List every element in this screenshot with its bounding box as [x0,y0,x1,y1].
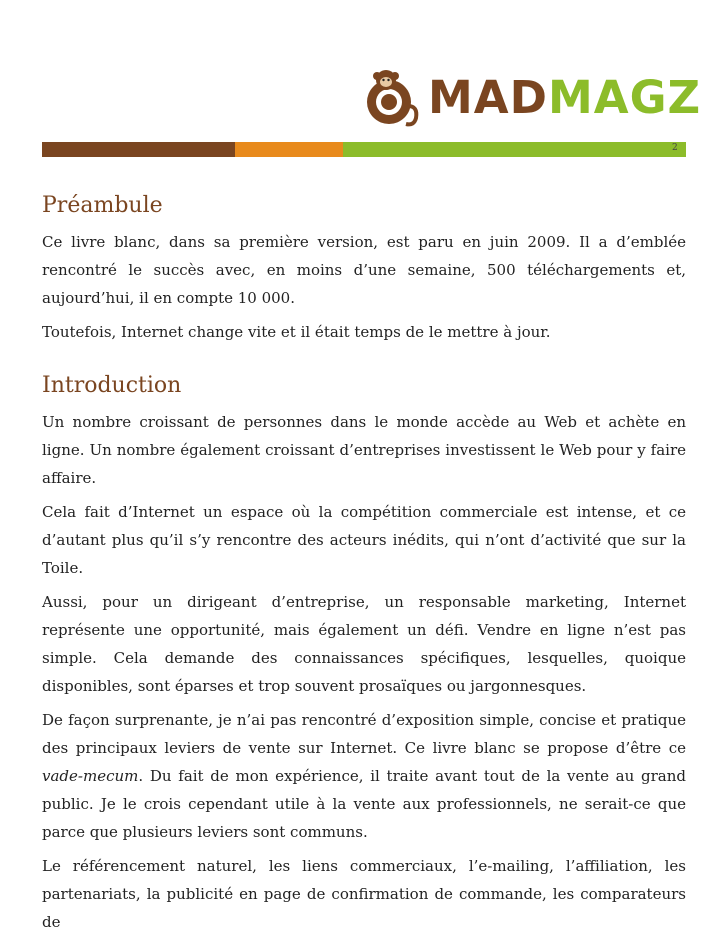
bar-segment-green [343,142,686,157]
logo-mad: MAD [428,71,548,124]
paragraph: De façon surprenante, je n’ai pas rencontré d’exposition simple, concise et pratique des principaux leviers de vente sur Internet. Ce livre blanc se propose d’être ce vade-mecum. Du fait de mon expérience, il traite avant tout de la vente au grand public. Je le crois cependant utile à la vente aux professionnels, ne serait-ce que parce que plusieurs leviers sont communs. [42,711,686,841]
madmagz-logo [356,66,702,130]
section-title-preambule: Préambule [42,193,163,218]
header-color-bar [42,142,686,157]
logo-magz: MAGZ [547,71,702,124]
bar-segment-brown [42,142,235,157]
logo-wordmark [428,70,701,126]
paragraph: Un nombre croissant de personnes dans le monde accède au Web et achète en ligne. Un nombre également croissant d’entreprises investissent le Web pour y faire affaire. [42,413,686,487]
page-number: 2 [672,143,678,153]
paragraph: Ce livre blanc, dans sa première version, est paru en juin 2009. Il a d’emblée rencontré le succès avec, en moins d’une semaine, 500 téléchargements et, aujourd’hui, il en compte 10 000. [42,233,686,307]
paragraph: Le référencement naturel, les liens commerciaux, l’e-mailing, l’affiliation, les partenariats, la publicité en page de confirmation de commande, les comparateurs de [42,857,686,931]
paragraph: Cela fait d’Internet un espace où la compétition commerciale est intense, et ce d’autant plus qu’il s’y rencontre des acteurs inédits, qui n’ont d’activité que sur la Toile. [42,503,686,577]
monkey-icon [356,66,422,130]
bar-segment-orange [235,142,343,157]
emphasis-vade-mecum: vade-mecum [42,767,139,785]
paragraph: Aussi, pour un dirigeant d’entreprise, un responsable marketing, Internet représente une opportunité, mais également un défi. Vendre en ligne n’est pas simple. Cela demande des connaissances spécifiques, lesquelles, quoique disponibles, sont éparses et trop souvent prosaïques ou jargonnesques. [42,593,686,695]
document-body [42,190,686,936]
section-title-introduction: Introduction [42,373,182,398]
paragraph: Toutefois, Internet change vite et il était temps de le mettre à jour. [42,323,551,341]
